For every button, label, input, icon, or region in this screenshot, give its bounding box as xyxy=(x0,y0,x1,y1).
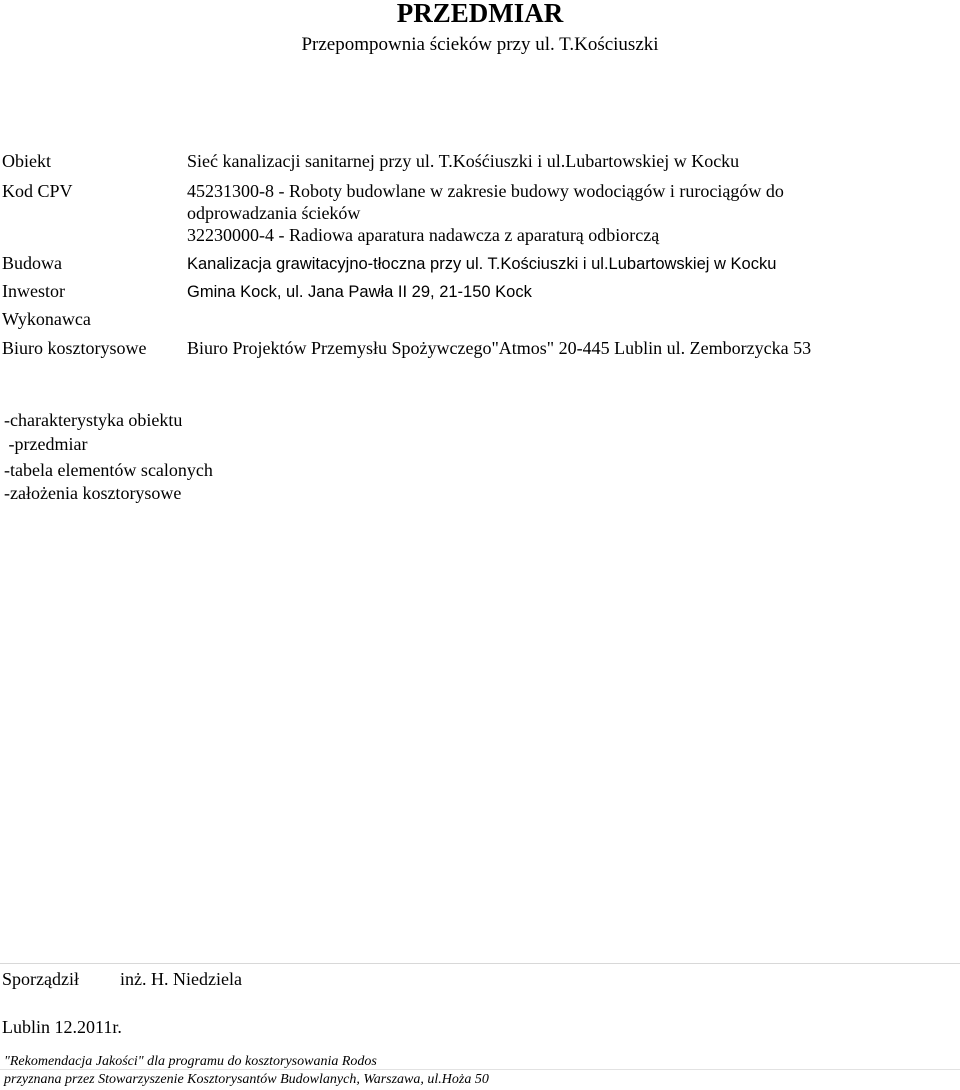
biuro-label: Biuro kosztorysowe xyxy=(2,338,147,358)
footer-association: przyznana przez Stowarzyszenie Kosztorysantów Budowlanych, Warszawa, ul.Hoża 50 xyxy=(4,1072,489,1087)
kod-cpv-line: 45231300-8 - Roboty budowlane w zakresie budowy wodociągów i rurociągów do xyxy=(187,181,784,201)
signature-divider xyxy=(0,963,960,964)
signature-name: inż. H. Niedziela xyxy=(120,969,242,989)
footer-divider xyxy=(0,1069,960,1070)
footer-recommendation: "Rekomendacja Jakości" dla programu do kosztorysowania Rodos xyxy=(4,1054,377,1069)
signature-label: Sporządził xyxy=(2,969,79,989)
kod-cpv-line: odprowadzania ścieków xyxy=(187,203,361,223)
contents-item: -przedmiar xyxy=(4,434,88,454)
contents-item: -charakterystyka obiektu xyxy=(4,410,183,430)
kod-cpv-label: Kod CPV xyxy=(2,181,73,201)
page-subtitle: Przepompownia ścieków przy ul. T.Kościuszki xyxy=(301,34,659,55)
obiekt-value: Sieć kanalizacji sanitarnej przy ul. T.Kośćiuszki i ul.Lubartowskiej w Kocku xyxy=(187,151,740,171)
contents-item: -tabela elementów scalonych xyxy=(4,460,213,480)
budowa-value: Kanalizacja grawitacyjno-tłoczna przy ul. T.Kościuszki i ul.Lubartowskiej w Kocku xyxy=(187,255,777,273)
kod-cpv-line: 32230000-4 - Radiowa aparatura nadawcza z aparaturą odbiorczą xyxy=(187,225,660,245)
biuro-value: Biuro Projektów Przemysłu Spożywczego"Atmos" 20-445 Lublin ul. Zemborzycka 53 xyxy=(187,338,812,358)
page-title: PRZEDMIAR xyxy=(396,0,564,28)
contents-item: -założenia kosztorysowe xyxy=(4,483,182,503)
wykonawca-label: Wykonawca xyxy=(2,309,91,329)
place-date: Lublin 12.2011r. xyxy=(2,1017,122,1037)
obiekt-label: Obiekt xyxy=(2,151,51,171)
inwestor-value: Gmina Kock, ul. Jana Pawła II 29, 21-150 Kock xyxy=(187,283,532,301)
budowa-label: Budowa xyxy=(2,253,62,273)
inwestor-label: Inwestor xyxy=(2,281,65,301)
